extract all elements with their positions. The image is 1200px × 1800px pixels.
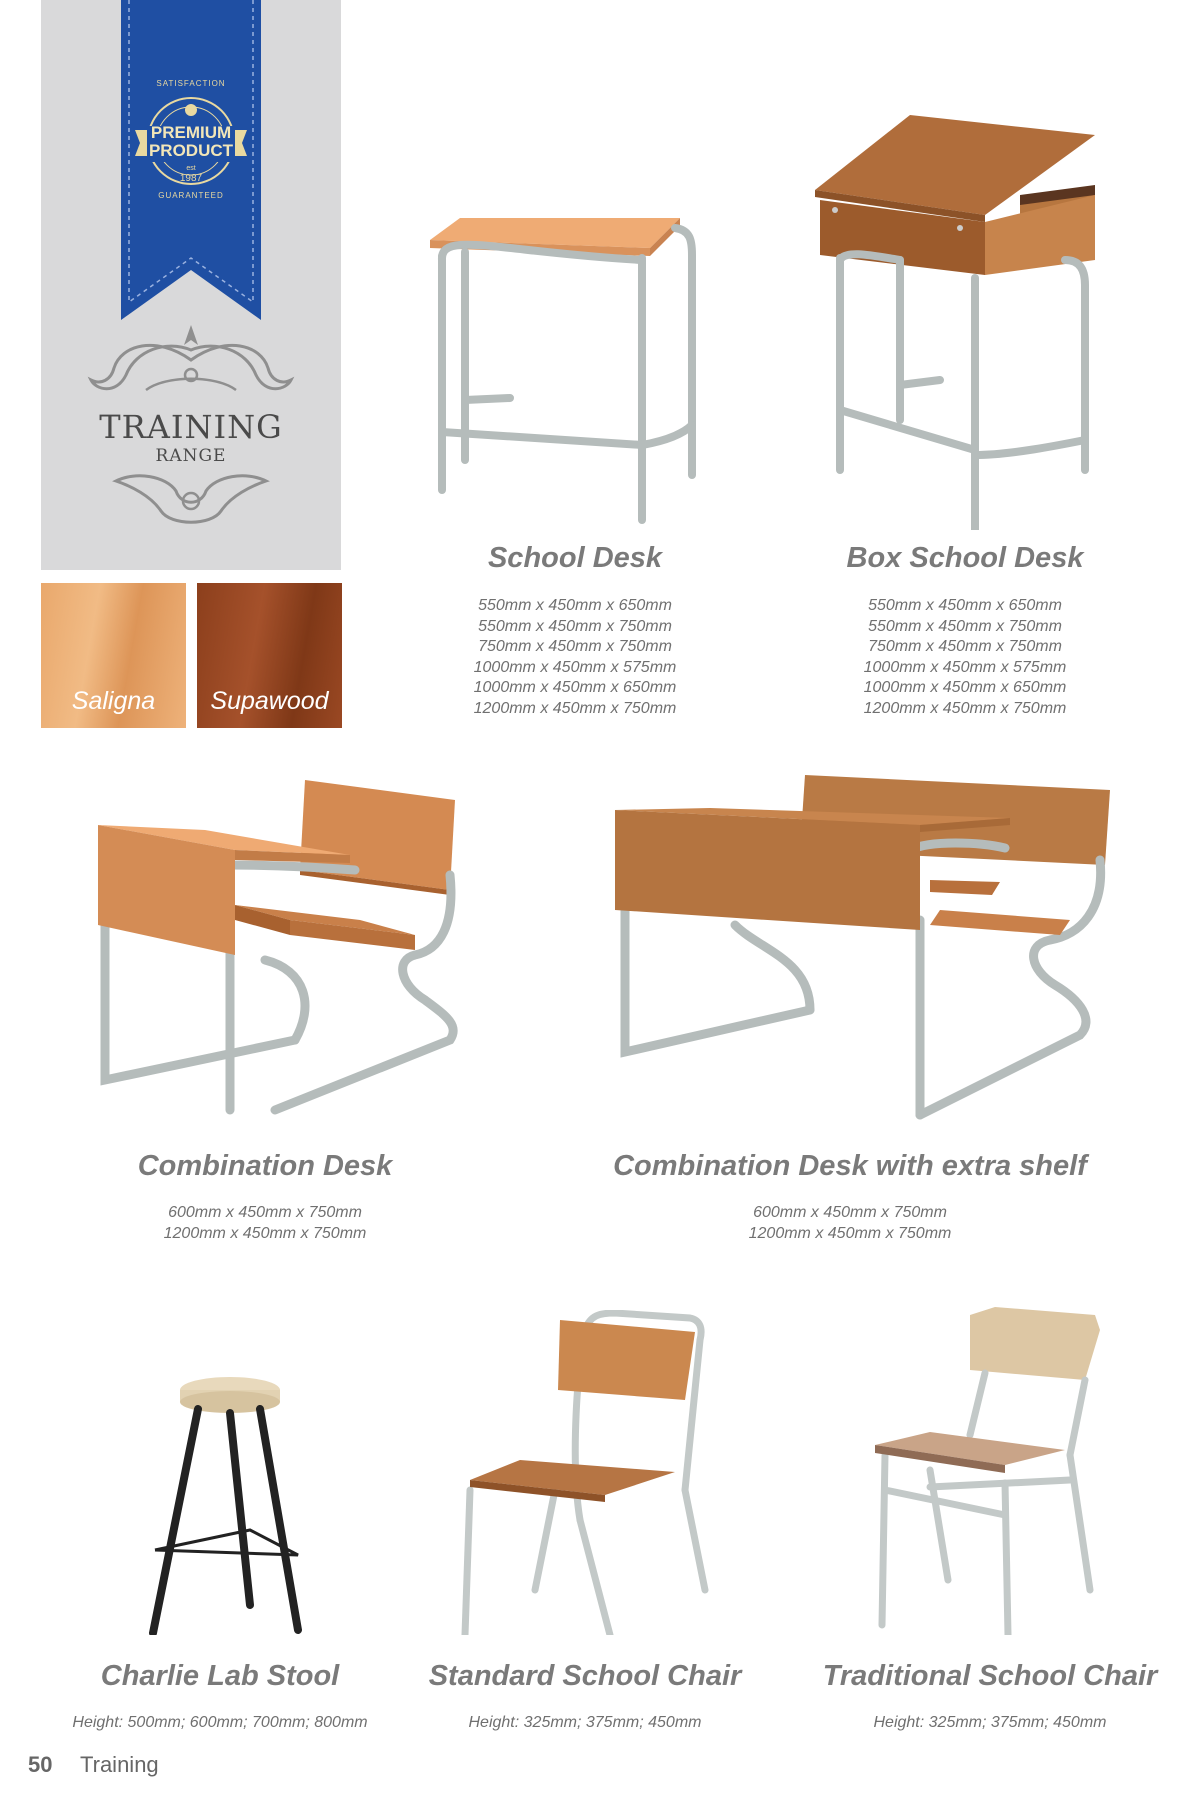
badge-top-arc: SATISFACTION <box>156 79 226 88</box>
size-item: 1200mm x 450mm x 750mm <box>863 699 1067 717</box>
swatch-saligna <box>41 583 186 728</box>
combination-desk-image <box>95 775 465 1130</box>
premium-product-ribbon <box>121 0 261 320</box>
badge-line2: PRODUCT <box>148 141 234 160</box>
swatch-label-saligna: Saligna <box>71 687 156 715</box>
school-desk-sizes <box>420 596 730 719</box>
charlie-lab-stool-image <box>140 1365 310 1635</box>
swatch-label-supawood: Supawood <box>210 687 329 715</box>
size-item: 1200mm x 450mm x 750mm <box>163 1224 367 1242</box>
box-school-desk-title: Box School Desk <box>846 542 1084 574</box>
size-item: 550mm x 450mm x 750mm <box>868 617 1062 635</box>
combination-desk-shelf-title: Combination Desk with extra shelf <box>613 1150 1087 1182</box>
size-item: 550mm x 450mm x 650mm <box>868 597 1062 614</box>
size-item: 1200mm x 450mm x 750mm <box>473 699 677 717</box>
range-subtitle: RANGE <box>155 446 227 466</box>
badge-line1: PREMIUM <box>150 123 232 142</box>
box-school-desk-image <box>810 110 1110 530</box>
star-icon <box>185 104 197 116</box>
box-school-desk-sizes <box>800 596 1130 719</box>
ornament-flourish-top <box>86 320 296 410</box>
size-item: 550mm x 450mm x 650mm <box>478 597 672 614</box>
page-section: Training <box>80 1752 159 1777</box>
standard-school-chair-title: Standard School Chair <box>428 1660 742 1692</box>
size-item: 550mm x 450mm x 750mm <box>478 617 672 635</box>
range-title: TRAINING <box>99 408 283 446</box>
page-number: 50 <box>28 1752 53 1777</box>
size-item: 750mm x 450mm x 750mm <box>478 638 672 655</box>
size-item: 600mm x 450mm x 750mm <box>168 1204 362 1221</box>
combination-desk-sizes <box>95 1203 435 1244</box>
size-item: 1000mm x 450mm x 575mm <box>473 658 677 676</box>
combination-desk-shelf-sizes <box>580 1203 1120 1244</box>
size-item: 1000mm x 450mm x 650mm <box>863 679 1067 696</box>
combination-desk-shelf-image <box>610 770 1110 1130</box>
charlie-lab-stool-title: Charlie Lab Stool <box>100 1660 340 1692</box>
size-item: 1000mm x 450mm x 575mm <box>863 658 1067 676</box>
badge-year: 1987 <box>179 173 203 184</box>
size-item: 600mm x 450mm x 750mm <box>753 1204 947 1221</box>
combination-desk-title: Combination Desk <box>137 1150 393 1182</box>
charlie-lab-stool-height: Height: 500mm; 600mm; 700mm; 800mm <box>72 1714 368 1731</box>
traditional-school-chair-height: Height: 325mm; 375mm; 450mm <box>873 1714 1107 1731</box>
traditional-school-chair-image <box>870 1305 1100 1635</box>
size-item: 750mm x 450mm x 750mm <box>868 638 1062 655</box>
standard-school-chair-image <box>460 1310 710 1635</box>
size-item: 1200mm x 450mm x 750mm <box>748 1224 952 1242</box>
size-item: 1000mm x 450mm x 650mm <box>473 679 677 696</box>
school-desk-title: School Desk <box>487 542 663 574</box>
standard-school-chair-height: Height: 325mm; 375mm; 450mm <box>468 1714 702 1731</box>
swatch-supawood <box>197 583 342 728</box>
traditional-school-chair-title: Traditional School Chair <box>822 1660 1158 1692</box>
badge-bottom-arc: GUARANTEED <box>158 191 224 200</box>
school-desk-image <box>420 200 730 530</box>
badge-est: est <box>186 165 196 172</box>
ornament-flourish-bottom <box>106 466 276 532</box>
